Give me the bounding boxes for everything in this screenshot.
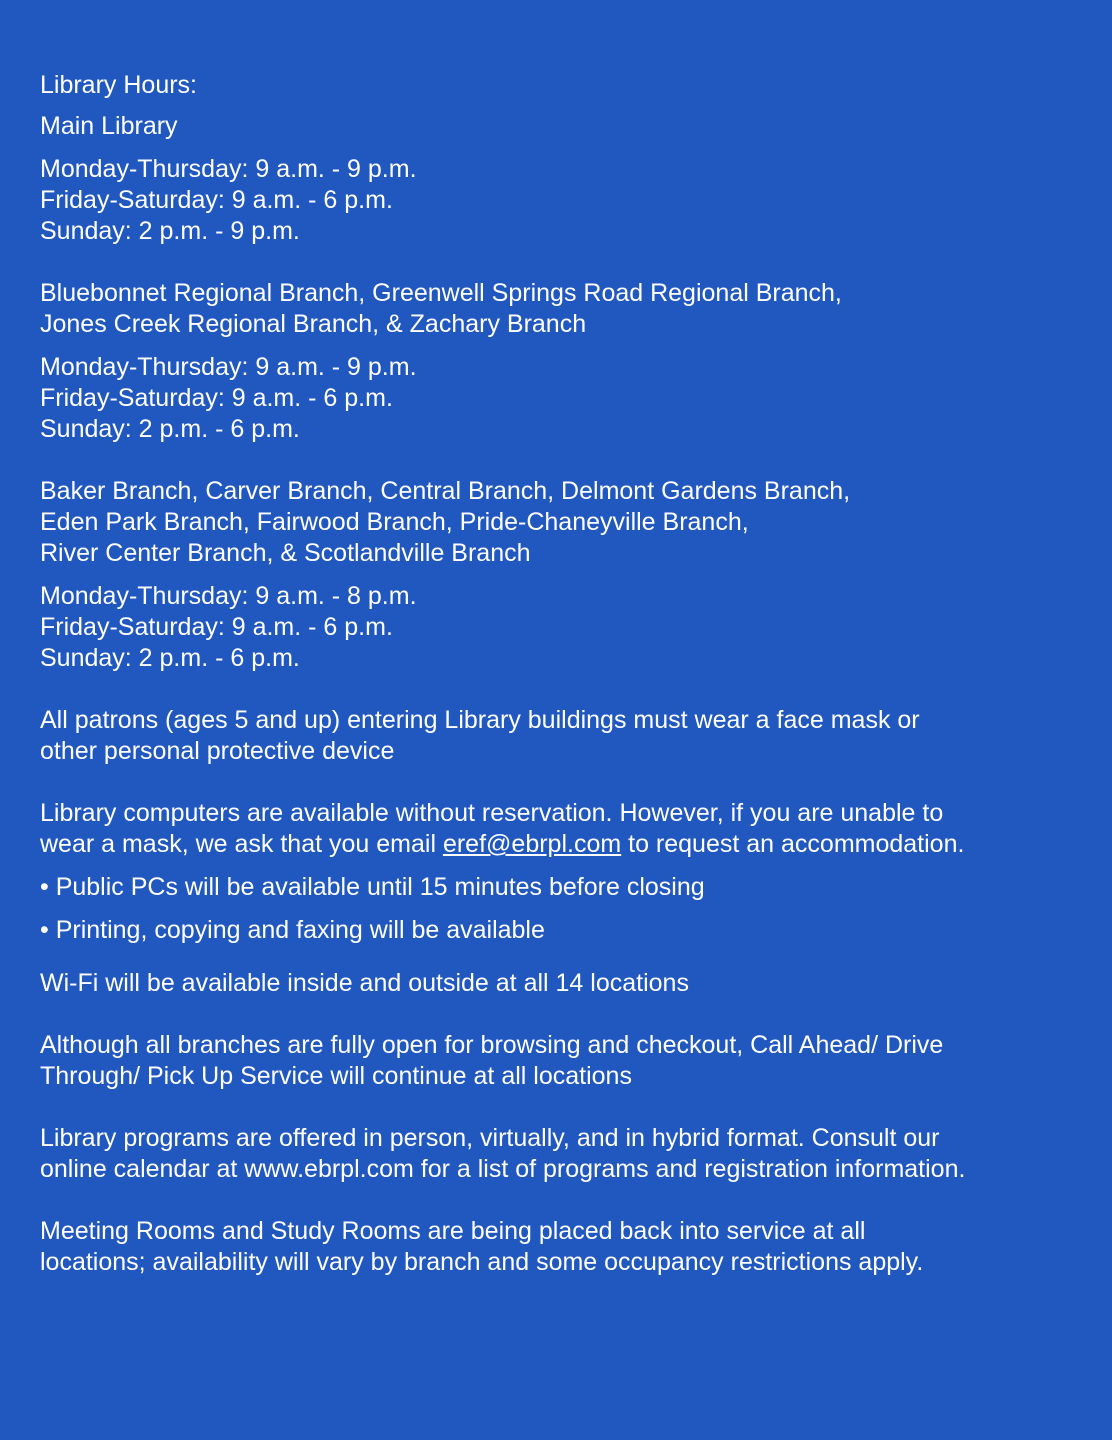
main-library-heading: Main Library [40, 112, 178, 140]
pickup-notice [40, 1030, 1090, 1092]
regional-branches-hours [40, 352, 1090, 445]
pickup-line: Through/ Pick Up Service will continue at all locations [40, 1062, 632, 1090]
rooms-notice [40, 1216, 1090, 1278]
computer-services-list [40, 872, 1090, 946]
hours-sunday: Sunday: 2 p.m. - 6 p.m. [40, 644, 300, 672]
rooms-line: Meeting Rooms and Study Rooms are being placed back into service at all [40, 1217, 866, 1245]
mask-line: All patrons (ages 5 and up) entering Library buildings must wear a face mask or [40, 706, 920, 734]
hours-sunday: Sunday: 2 p.m. - 9 p.m. [40, 217, 300, 245]
community-branches-hours [40, 581, 1090, 674]
regional-names-line: Jones Creek Regional Branch, & Zachary Branch [40, 310, 587, 338]
hours-weekday: Monday-Thursday: 9 a.m. - 9 p.m. [40, 353, 417, 381]
community-branches-heading [40, 476, 1090, 569]
list-item: • Printing, copying and faxing will be available [40, 916, 545, 944]
list-item: • Public PCs will be available until 15 minutes before closing [40, 873, 705, 901]
email-link[interactable]: eref@ebrpl.com [442, 830, 622, 858]
hours-weekday: Monday-Thursday: 9 a.m. - 8 p.m. [40, 582, 417, 610]
rooms-line: locations; availability will vary by branch and some occupancy restrictions apply. [40, 1248, 924, 1276]
computers-text-after: to request an accommodation. [621, 830, 965, 858]
hours-fri-sat: Friday-Saturday: 9 a.m. - 6 p.m. [40, 384, 393, 412]
programs-notice [40, 1123, 1090, 1185]
computers-text-before: wear a mask, we ask that you email [40, 830, 443, 858]
regional-names-line: Bluebonnet Regional Branch, Greenwell Springs Road Regional Branch, [40, 279, 842, 307]
computers-line: Library computers are available without reservation. However, if you are unable to [40, 799, 944, 827]
hours-weekday: Monday-Thursday: 9 a.m. - 9 p.m. [40, 155, 417, 183]
hours-sunday: Sunday: 2 p.m. - 6 p.m. [40, 415, 300, 443]
programs-line: online calendar at www.ebrpl.com for a list of programs and registration information. [40, 1155, 966, 1183]
mask-notice [40, 705, 1090, 767]
branch-names-line: River Center Branch, & Scotlandville Branch [40, 539, 531, 567]
programs-line: Library programs are offered in person, virtually, and in hybrid format. Consult our [40, 1124, 940, 1152]
hours-fri-sat: Friday-Saturday: 9 a.m. - 6 p.m. [40, 613, 393, 641]
mask-line: other personal protective device [40, 737, 395, 765]
hours-fri-sat: Friday-Saturday: 9 a.m. - 6 p.m. [40, 186, 393, 214]
page-title: Library Hours: [40, 71, 197, 99]
wifi-notice: Wi-Fi will be available inside and outside at all 14 locations [40, 969, 689, 997]
regional-branches-heading [40, 278, 1090, 340]
branch-names-line: Eden Park Branch, Fairwood Branch, Pride-Chaneyville Branch, [40, 508, 749, 536]
branch-names-line: Baker Branch, Carver Branch, Central Branch, Delmont Gardens Branch, [40, 477, 851, 505]
computers-notice [40, 798, 1090, 860]
notice-document [40, 70, 1090, 1309]
computers-line [40, 829, 1090, 860]
main-library-hours [40, 154, 1090, 247]
pickup-line: Although all branches are fully open for browsing and checkout, Call Ahead/ Drive [40, 1031, 944, 1059]
